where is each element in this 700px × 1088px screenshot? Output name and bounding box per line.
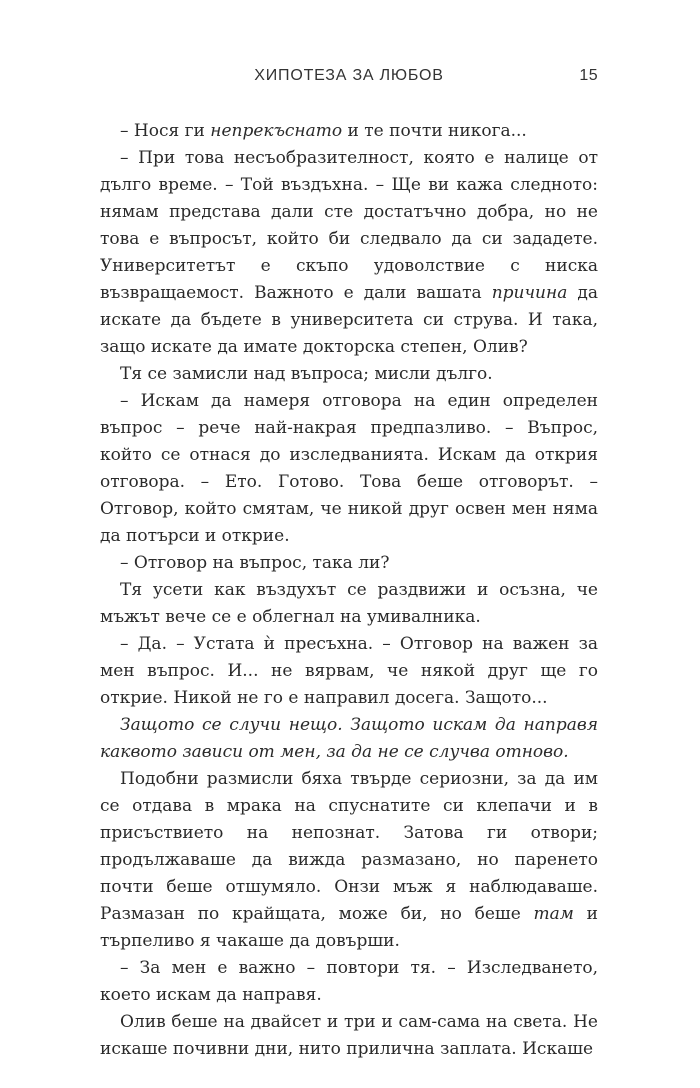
paragraph <box>100 550 598 577</box>
paragraph <box>100 577 598 631</box>
text-run: да искате да бъдете в университета си струва. И така, защо искате да имате докторска степен, Олив? <box>100 283 598 357</box>
emphasis-text: непрекъснато <box>210 121 343 141</box>
text-run: – Отговор на въпрос, така ли? <box>120 553 390 573</box>
text-run: Защото се случи нещо. Защото искам да направя каквото зависи от мен, за да не се случва отново. <box>100 715 598 762</box>
text-run: и търпеливо я чакаше да довърши. <box>100 904 598 951</box>
text-run: Тя се замисли над въпроса; мисли дълго. <box>120 364 493 384</box>
text-run: – За мен е важно – повтори тя. – Изследването, което искам да направя. <box>100 958 598 1005</box>
running-head <box>100 67 598 87</box>
paragraph <box>100 955 598 1009</box>
running-title: ХИПОТЕЗА ЗА ЛЮБОВ <box>254 67 444 84</box>
text-run: и те почти никога... <box>342 121 527 141</box>
text-run: – Да. – Устата ѝ пресъхна. – Отговор на важен за мен въпрос. И... не вярвам, че някой друг ще го открие. Никой не го е направил досега. Защото... <box>100 634 598 708</box>
page-number: 15 <box>579 67 598 84</box>
text-run: – Искам да намеря отговора на един определен въпрос – рече най-накрая предпазливо. – Въпрос, който се отнася до изследванията. Искам да открия отговора. – Ето. Готово. Това беше отговорът. – Отговор, който смятам, че никой друг освен мен няма да потърси и открие. <box>100 391 598 546</box>
text-run: Подобни размисли бяха твърде сериозни, за да им се отдава в мрака на спуснатите си клепачи и в присъствието на непознат. Затова ги отвори; продължаваше да вижда размазано, но паренето почти беше отшумяло. Онзи мъж я наблюдаваше. Размазан по крайщата, може би, но беше <box>100 769 598 924</box>
paragraph <box>100 145 598 361</box>
paragraph <box>100 388 598 550</box>
paragraph <box>100 631 598 712</box>
text-run: Тя усети как въздухът се раздвижи и осъзна, че мъжът вече се е облегнал на умивалника. <box>100 580 598 627</box>
emphasis-text: причина <box>491 283 568 303</box>
text-run: Олив беше на двайсет и три и сам-сама на света. Не искаше почивни дни, нито прилична заплата. Искаше <box>100 1012 598 1059</box>
paragraph <box>100 1009 598 1063</box>
text-run: – Нося ги <box>120 121 211 141</box>
text-run: – При това несъобразителност, която е налице от дълго време. – Той въздъхна. – Ще ви кажа следното: нямам представа дали сте достатъчно добра, но не това е въпросът, който би следвало да си зададете. Университетът е скъпо удоволствие с ниска възвращаемост. Важното е дали вашата <box>100 148 598 303</box>
paragraph <box>100 361 598 388</box>
paragraph <box>100 766 598 955</box>
paragraph <box>100 118 598 145</box>
paragraph <box>100 712 598 766</box>
body-text <box>100 118 598 1063</box>
emphasis-text: там <box>533 904 574 924</box>
